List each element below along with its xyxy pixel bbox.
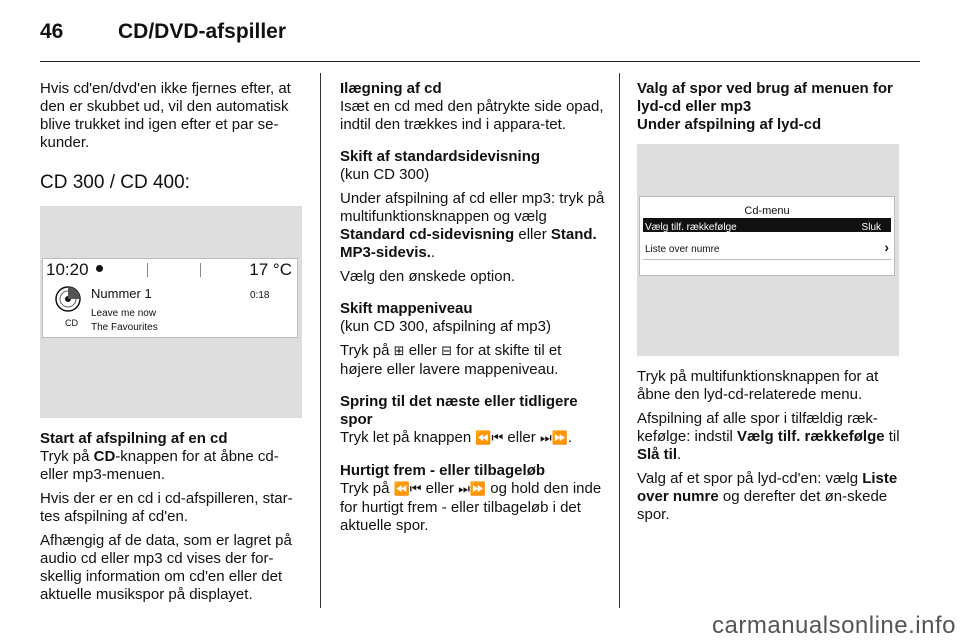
column-3 xyxy=(637,80,903,530)
menu-paragraph-1: Tryk på multifunktionsknappen for at åbne den lyd-cd-relaterede menu. xyxy=(637,368,879,403)
column-1 xyxy=(40,80,306,610)
menu-item-track-list: Liste over numre › xyxy=(645,239,889,255)
start-paragraph-3: Afhængig af de data, som er lagret på audio cd eller mp3 cd vises der for-skellig information om cd'en eller det aktuelle musikspor på displayet. xyxy=(40,532,292,603)
menu-paragraph-2: Afspilning af alle spor i tilfældig ræk-kefølge: indstil Vælg tilf. rækkefølge til Slå til. xyxy=(637,410,900,463)
menu-paragraph-3: Valg af et spor på lyd-cd'en: vælg Liste over numre og derefter det øn-skede spor. xyxy=(637,470,898,523)
divider xyxy=(200,263,201,277)
ff-heading: Hurtigt frem - eller tilbageløb xyxy=(340,462,546,479)
insert-paragraph: Isæt en cd med den påtrykte side opad, indtil den trækkes ind i appara-tet. xyxy=(340,98,604,133)
view-paragraph-1: (kun CD 300) xyxy=(340,166,430,183)
header-rule xyxy=(40,61,920,62)
start-paragraph-1: Tryk på CD-knappen for at åbne cd- eller mp3-menuen. xyxy=(40,448,279,483)
temperature-readout: 17 °C xyxy=(249,260,292,279)
page-number: 46 xyxy=(40,20,64,43)
folder-up-icon: ⊞ xyxy=(393,344,405,359)
skip-forward-icon: ⏭⏩ xyxy=(539,431,568,446)
divider xyxy=(147,263,148,277)
during-heading: Under afspilning af lyd-cd xyxy=(637,116,822,133)
menu-item-shuffle: Vælg tilf. rækkefølge Sluk xyxy=(643,218,891,232)
folder-paragraph-1: (kun CD 300, afspilning af mp3) xyxy=(340,318,551,335)
view-heading: Skift af standardsidevisning xyxy=(340,148,541,165)
skip-heading: Spring til det næste eller tidligere spor xyxy=(340,393,578,428)
fast-forward-icon: ⏭⏩ xyxy=(458,482,487,497)
column-divider xyxy=(619,73,620,608)
source-label: CD xyxy=(65,318,78,328)
start-paragraph-2: Hvis der er en cd i cd-afspilleren, star-tes afspilning af cd'en. xyxy=(40,490,293,525)
skip-back-icon: ⏪⏮ xyxy=(475,431,504,446)
watermark: carmanualsonline.info xyxy=(712,612,956,639)
model-heading: CD 300 / CD 400: xyxy=(40,172,190,193)
rewind-icon: ⏪⏮ xyxy=(393,482,422,497)
view-paragraph-2: Under afspilning af cd eller mp3: tryk på multifunktionsknappen og vælg Standard cd-sidevisning eller Stand. MP3-sidevis.. xyxy=(340,190,605,261)
elapsed-time: 0:18 xyxy=(250,290,270,301)
folder-down-icon: ⊟ xyxy=(441,344,453,359)
cd-menu-image xyxy=(637,144,899,356)
clock-readout: 10:20 xyxy=(46,260,89,279)
status-dot-icon xyxy=(96,265,103,272)
start-heading: Start af afspilning af en cd xyxy=(40,430,228,447)
menu-title: Cd-menu xyxy=(744,205,790,217)
view-paragraph-3: Vælg den ønskede option. xyxy=(340,268,516,285)
page-title: CD/DVD-afspiller xyxy=(118,20,287,43)
column-divider xyxy=(320,73,321,608)
cd-menu-display xyxy=(639,196,895,276)
insert-heading: Ilægning af cd xyxy=(340,80,442,97)
folder-heading: Skift mappeniveau xyxy=(340,300,473,317)
cd-display-image xyxy=(40,206,302,418)
divider xyxy=(643,259,891,260)
ff-paragraph: Tryk på ⏪⏮ eller ⏭⏩ og hold den inde for hurtigt frem - eller tilbageløb i det aktuelle spor. xyxy=(340,480,602,534)
page-header xyxy=(40,20,286,44)
disc-icon xyxy=(55,286,81,312)
skip-paragraph: Tryk let på knappen ⏪⏮ eller ⏭⏩. xyxy=(340,429,572,446)
chevron-right-icon: › xyxy=(884,239,889,255)
artist-name: Leave me now xyxy=(91,308,157,319)
cd-display xyxy=(42,258,298,338)
track-title: Nummer 1 xyxy=(91,286,152,301)
intro-paragraph: Hvis cd'en/dvd'en ikke fjernes efter, at den er skubbet ud, vil den automatisk blive trukket ind igen efter et par se-kunder. xyxy=(40,80,291,151)
menu-heading: Valg af spor ved brug af menuen for lyd-cd eller mp3 xyxy=(637,80,893,115)
column-2 xyxy=(340,80,606,541)
folder-paragraph-2: Tryk på ⊞ eller ⊟ for at skifte til et højere eller lavere mappeniveau. xyxy=(340,342,562,378)
album-name: The Favourites xyxy=(91,322,158,333)
